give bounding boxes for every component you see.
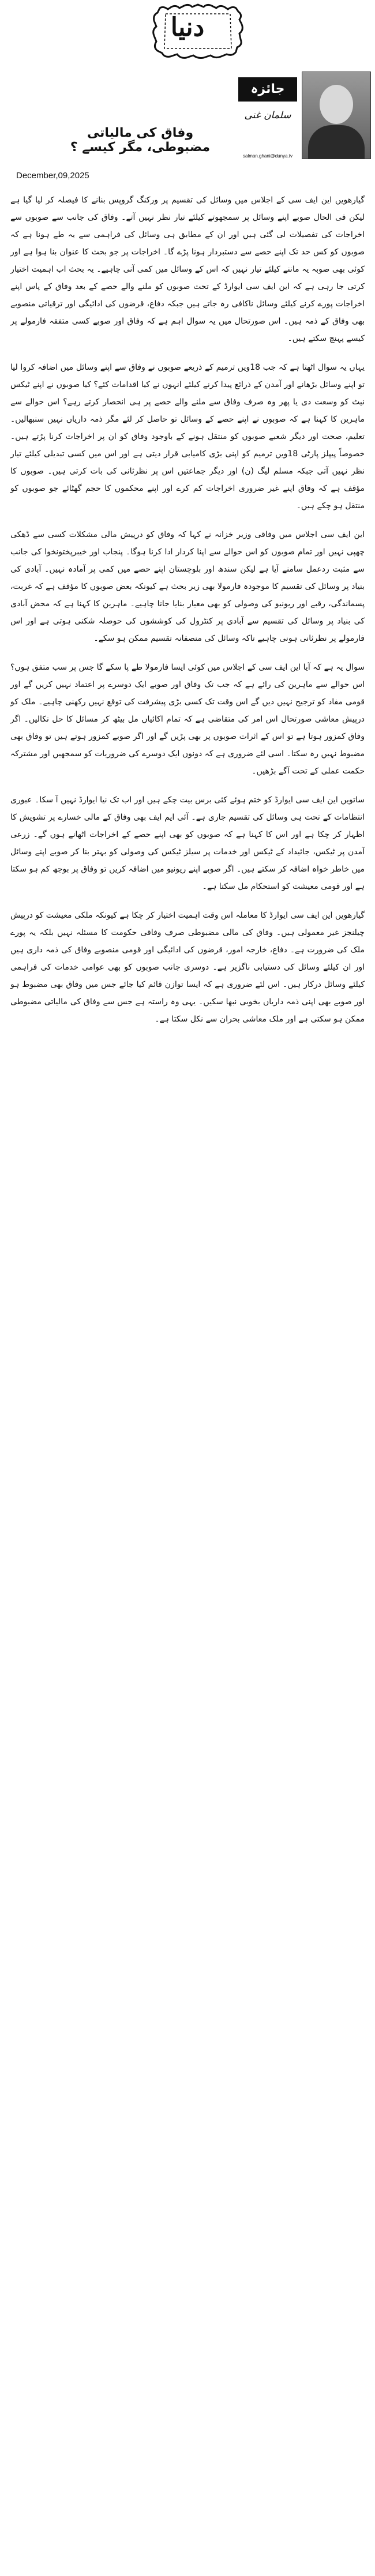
article-paragraph: گیارھویں این ایف سی ایوارڈ کا معاملہ اس وقت اہمیت اختیار کر چکا ہے کیونکہ ملکی معیشت کو درپیش چیلنجز غیر معمولی ہیں۔ وفاق کی مالی مضبوطی صرف وفاقی حکومت کا مسئلہ نہیں بلکہ یہ پورے ملک کی ضرورت ہے۔ دفاع، خارجہ امور، قرضوں کی ادائیگی اور قومی منصوبے وفاق کی ذمہ داری ہیں اور ان کیلئے وسائل کی دستیابی ناگزیر ہے۔ دوسری جانب صوبوں کو بھی عوامی خدمات کی فراہمی کیلئے وسائل درکار ہیں۔ اس لئے ضروری ہے کہ ایسا توازن قائم کیا جائے جس میں وفاق بھی مضبوط ہو اور صوبے بھی اپنی ذمہ داریاں بخوبی نبھا سکیں۔ یہی وہ راستہ ہے جس سے وفاق کی مالیاتی مضبوطی ممکن ہو سکتی ہے اور ملک معاشی بحران سے نکل سکتا ہے۔ bbox=[10, 911, 365, 1024]
logo-lettering: دنیا bbox=[170, 13, 205, 42]
author-block bbox=[238, 67, 371, 162]
column-label: جائزہ bbox=[238, 77, 297, 102]
masthead bbox=[10, 0, 365, 62]
article-paragraph: سوال یہ ہے کہ آیا این ایف سی کے اجلاس میں کوئی ایسا فارمولا طے پا سکے گا جس پر سب متفق ہوں؟ اس حوالے سے ماہرین کی رائے ہے کہ جب تک وفاق اور صوبے ایک دوسرے پر اعتماد نہیں کریں گے اور قومی مفاد کو ترجیح نہیں دیں گے اس وقت تک کسی بڑی پیشرفت کی توقع نہیں رکھنی چاہیے۔ ملک کو درپیش معاشی صورتحال اس امر کی متقاضی ہے کہ تمام اکائیاں مل بیٹھ کر مسائل کا حل نکالیں۔ اگر وفاق کمزور ہوتا ہے تو اس کے اثرات صوبوں پر بھی پڑیں گے اور اگر صوبے کمزور ہوتے ہیں تو وفاق بھی مضبوط نہیں رہ سکتا۔ اسی لئے ضروری ہے کہ دونوں ایک دوسرے کی ضروریات کو سمجھیں اور مشترکہ حکمت عملی کے تحت آگے بڑھیں۔ bbox=[10, 663, 365, 776]
author-photo-head bbox=[320, 85, 353, 124]
article-body bbox=[10, 191, 365, 1028]
author-photo bbox=[302, 72, 371, 159]
publish-date: December,09,2025 bbox=[16, 171, 89, 181]
article-paragraph: این ایف سی اجلاس میں وفاقی وزیر خزانہ نے کہا کہ وفاق کو درپیش مالی مشکلات کسی سے ڈھکی چھپی نہیں اور تمام صوبوں کو اس حوالے سے اپنا کردار ادا کرنا ہوگا۔ پنجاب اور خیبرپختونخوا کی جانب سے مثبت ردعمل سامنے آیا ہے لیکن سندھ اور بلوچستان اپنے حصے میں کمی پر آمادہ نہیں۔ آبادی کی بنیاد پر وسائل کی تقسیم کا موجودہ فارمولا بھی زیر بحث ہے کیونکہ بعض صوبوں کا مؤقف ہے کہ غربت، پسماندگی، رقبے اور ریونیو کی وصولی کو بھی معیار بنایا جانا چاہیے۔ ماہرین کا کہنا ہے کہ محض آبادی کی بنیاد پر وسائل کی تقسیم سے آبادی پر کنٹرول کی کوششوں کی حوصلہ شکنی ہوتی ہے اور اس فارمولے پر نظرثانی ہونی چاہیے تاکہ وسائل کی منصفانہ تقسیم ممکن ہو سکے۔ bbox=[10, 530, 365, 643]
article-paragraph: یہاں یہ سوال اٹھتا ہے کہ جب 18ویں ترمیم کے ذریعے صوبوں نے وفاق سے اپنے وسائل میں اضافہ کروا لیا تو اپنے وسائل بڑھانے اور آمدن کے ذرائع پیدا کرنے کیلئے انہوں نے کیا اقدامات کئے؟ کیا صوبوں نے اپنے ٹیکس نیٹ کو وسعت دی یا پھر وہ صرف وفاق سے ملنے والے حصے پر ہی انحصار کرتے رہے؟ اس حوالے سے ماہرین کا کہنا ہے کہ صوبوں نے اپنے حصے کے وسائل تو حاصل کر لئے مگر ذمہ داریاں نہیں سنبھالیں۔ تعلیم، صحت اور دیگر شعبے صوبوں کو منتقل ہونے کے باوجود وفاق کو ان پر اخراجات کرنا پڑتے ہیں۔ خصوصاً پیپلز پارٹی 18ویں ترمیم کو اپنی بڑی کامیابی قرار دیتی ہے اور اس میں کسی تبدیلی کیلئے تیار نظر نہیں آتی جبکہ مسلم لیگ (ن) اور دیگر جماعتیں اس پر نظرثانی کی بات کرتی ہیں۔ صوبوں کا مؤقف ہے کہ وفاق اپنے غیر ضروری اخراجات کم کرے اور اپنے محکموں کا حجم گھٹائے جو صوبوں کو منتقل ہو چکے ہیں۔ bbox=[10, 363, 365, 510]
column-header bbox=[10, 62, 365, 181]
article-paragraph: ساتویں این ایف سی ایوارڈ کو ختم ہوئے کئی برس بیت چکے ہیں اور اب تک نیا ایوارڈ نہیں آ سکا۔ عبوری انتظامات کے تحت ہی وسائل کی تقسیم جاری ہے۔ آئی ایم ایف بھی وفاق کے مالی خسارے پر تشویش کا اظہار کر چکا ہے اور اس کا کہنا ہے کہ صوبوں کو بھی اپنے حصے کے اخراجات اٹھانے ہوں گے۔ زرعی آمدن پر ٹیکس، جائیداد کے ٹیکس اور خدمات پر سیلز ٹیکس کی وصولی کو بہتر بنا کر صوبے اپنے وسائل میں خاطر خواہ اضافہ کر سکتے ہیں۔ اگر صوبے اپنے ریونیو میں اضافہ کریں تو وفاق پر بوجھ کم ہو سکتا ہے اور قومی معیشت کو استحکام مل سکتا ہے۔ bbox=[10, 795, 365, 891]
author-photo-body bbox=[308, 125, 365, 159]
author-signature: سلمان غنی bbox=[244, 110, 291, 121]
article-title: وفاق کی مالیاتی مضبوطی، مگر کیسے ؟ bbox=[70, 126, 211, 155]
author-email: salman.ghani@dunya.tv bbox=[243, 153, 292, 159]
article-paragraph: گیارھویں این ایف سی کے اجلاس میں وسائل کی تقسیم پر ورکنگ گروپس بنانے کا فیصلہ کر لیا گیا ہے لیکن فی الحال صوبے اپنے وسائل پر سمجھوتے کیلئے تیار نظر نہیں آتے۔ وفاق کی جانب سے صوبوں سے اخراجات کی تفصیلات لی گئی ہیں اور ان کے مطابق ہی وسائل کی فراہمی سے یہ طے ہونا ہے کہ صوبوں کو کس حد تک اپنے حصے سے دستبردار ہونا پڑے گا۔ اخراجات پر جو بحث کا عنوان بنا ہوا ہے اور کوئی بھی صوبہ یہ ماننے کیلئے تیار نہیں کہ اس کے وسائل میں کمی آنی چاہیے۔ یہ بحث اب اہمیت اختیار کرتی جا رہی ہے کہ این ایف سی ایوارڈ کے تحت صوبوں کو ملنے والے حصے کے بعد وفاق کے پاس اپنے اخراجات پورے کرنے کیلئے وسائل ناکافی رہ جاتے ہیں جبکہ دفاع، قرضوں کی ادائیگی اور ترقیاتی منصوبے بھی وفاق کے ذمہ ہیں۔ اس صورتحال میں یہ سوال اہم ہے کہ وفاق اور صوبے کسی متفقہ فارمولے پر کیسے پہنچ سکتے ہیں۔ bbox=[10, 196, 365, 343]
